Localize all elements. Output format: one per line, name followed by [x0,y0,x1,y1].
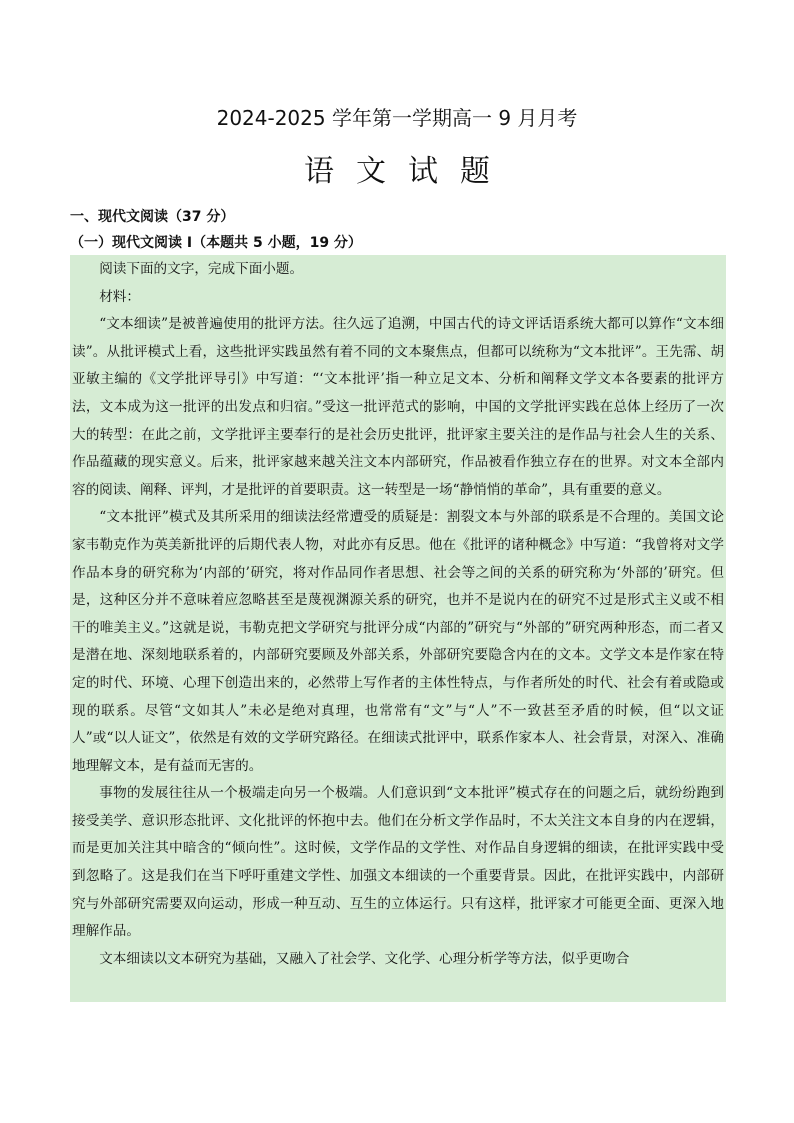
reading-instruction: 阅读下面的文字，完成下面小题。 [99,261,304,277]
reading-passage-box [70,255,726,1002]
subject-title: 语文试题 [304,154,512,189]
passage-paragraph: 事物的发展往往从一个极端走向另一个极端。人们意识到“文本批评”模式存在的问题之后，就纷纷跑到接受美学、意识形态批评、文化批评的怀抱中去。他们在分析文学作品时，不太关注文本自身的内在逻辑，而是更加关注其中暗含的“倾向性”。这时候，文学作品的文学性、对作品自身逻辑的细读，在批评实践中受到忽略了。这是我们在当下呼吁重建文学性、加强文本细读的一个重要背景。因此，在批评实践中，内部研究与外部研究需要双向运动，形成一种互动、互生的立体运行。只有这样，批评家才可能更全面、更深入地理解作品。 [72,785,724,940]
passage-paragraph: 文本细读以文本研究为基础，又融入了社会学、文化学、心理分析学等方法，似乎更吻合 [99,950,630,967]
material-label: 材料： [99,288,140,305]
exam-title: 2024-2025 学年第一学期高一 9 月月考 [216,106,578,130]
subsection-heading: （一）现代文阅读 I（本题共 5 小题，19 分） [70,235,362,251]
passage-paragraph: “文本批评”模式及其所采用的细读法经常遭受的质疑是：割裂文本与外部的联系是不合理的。美国文论家韦勒克作为英美新批评的后期代表人物，对此亦有反思。他在《批评的诸种概念》中写道：“我曾将对文学作品本身的研究称为‘内部的’研究，将对作品同作者思想、社会等之间的关系的研究称为‘外部的’研究。但是，这种区分并不意味着应忽略甚至是蔑视渊源关系的研究，也并不是说内在的研究不过是形式主义或不相干的唯美主义。”这就是说，韦勒克把文学研究与批评分成“内部的”研究与“外部的”研究两种形态，而二者又是潜在地、深刻地联系着的，内部研究要顾及外部关系，外部研究要隐含内在的文本。文学文本是作家在特定的时代、环境、心理下创造出来的，必然带上写作者的主体性特点，与作者所处的时代、社会有着或隐或现的联系。尽管“文如其人”未必是绝对真理，也常常有“文”与“人”不一致甚至矛盾的时候，但“以文证人”或“以人证文”，依然是有效的文学研究路径。在细读式批评中，联系作家本人、社会背景，对深入、准确地理解文本，是有益而无害的。 [72,509,724,774]
section-heading: 一、现代文阅读（37 分） [70,209,235,225]
passage-paragraph: “文本细读”是被普遍使用的批评方法。往久远了追溯，中国古代的诗文评话语系统大都可以算作“文本细读”。从批评模式上看，这些批评实践虽然有着不同的文本聚焦点，但都可以统称为“文本批评”。王先霈、胡亚敏主编的《文学批评导引》中写道：“‘文本批评’指一种立足文本、分析和阐释文学文本各要素的批评方法，文本成为这一批评的出发点和归宿。”受这一批评范式的影响，中国的文学批评实践在总体上经历了一次大的转型：在此之前，文学批评主要奉行的是社会历史批评，批评家主要关注的是作品与社会人生的关系、作品蕴藏的现实意义。后来，批评家越来越关注文本内部研究，作品被看作独立存在的世界。对文本全部内容的阅读、阐释、评判，才是批评的首要职责。这一转型是一场“静悄悄的革命”，具有重要的意义。 [72,316,724,498]
